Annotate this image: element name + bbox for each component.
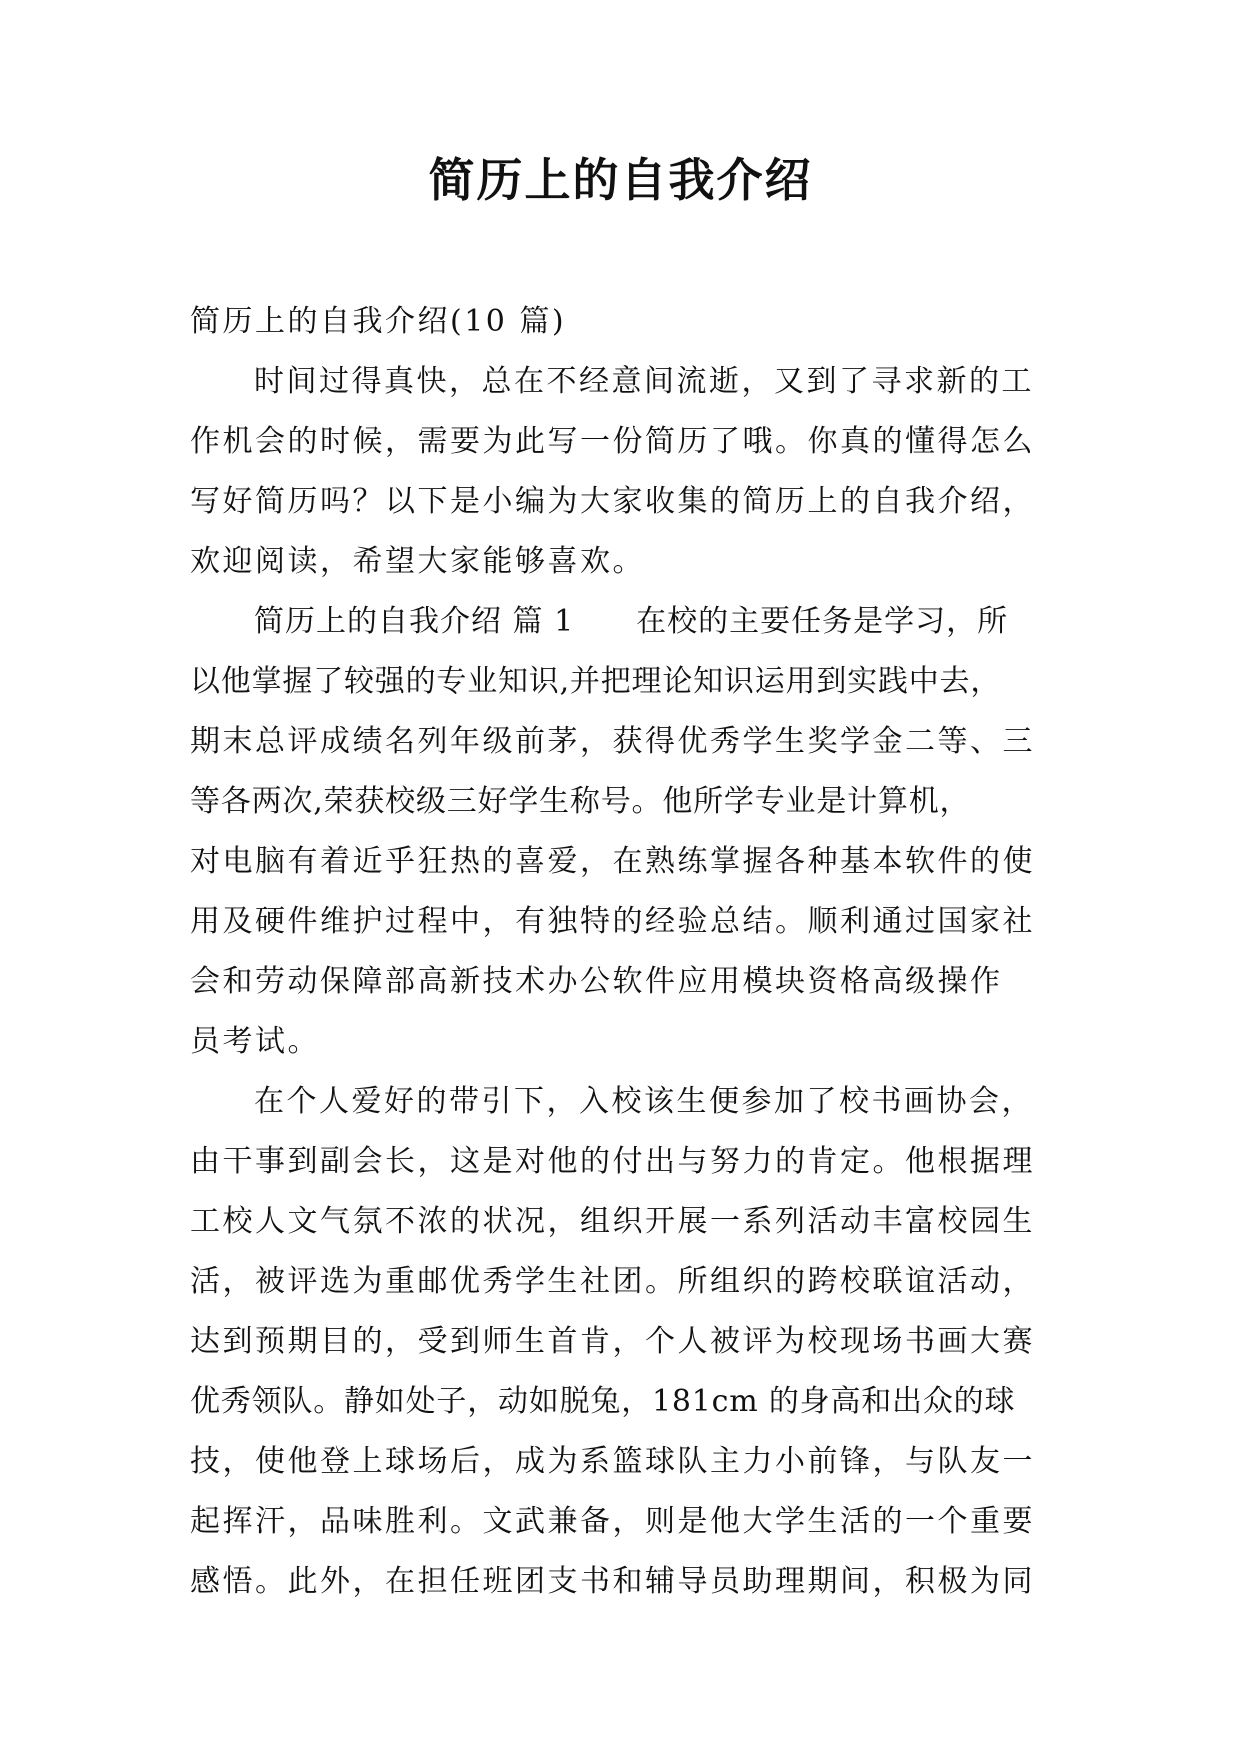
paragraph-line: 写好简历吗？以下是小编为大家收集的简历上的自我介绍， <box>190 484 1035 519</box>
paragraph-line: 感悟。此外，在担任班团支书和辅导员助理期间，积极为同 <box>190 1564 1035 1599</box>
section-heading-line <box>190 592 1055 652</box>
paragraph-line: 员考试。 <box>190 1024 320 1059</box>
paragraph-line: 用及硬件维护过程中，有独特的经验总结。顺利通过国家社 <box>190 904 1035 939</box>
paragraph-line: 会和劳动保障部高新技术办公软件应用模块资格高级操作 <box>190 964 1003 999</box>
paragraph-line: 时间过得真快，总在不经意间流逝，又到了寻求新的工 <box>254 364 1034 399</box>
paragraph-line: 活，被评选为重邮优秀学生社团。所组织的跨校联谊活动， <box>190 1264 1035 1299</box>
section-1-paragraph <box>190 592 1055 1072</box>
paragraph-line: 欢迎阅读，希望大家能够喜欢。 <box>190 544 645 579</box>
paragraph-line: 达到预期目的，受到师生首肯，个人被评为校现场书画大赛 <box>190 1324 1035 1359</box>
document-title: 简历上的自我介绍 <box>428 153 813 207</box>
paragraph-line: 对电脑有着近乎狂热的喜爱，在熟练掌握各种基本软件的使 <box>190 844 1035 879</box>
section-first-line-text: 在校的主要任务是学习，所 <box>636 604 1009 639</box>
paragraph-line: 由干事到副会长，这是对他的付出与努力的肯定。他根据理 <box>190 1144 1035 1179</box>
paragraph-line: 等各两次,荣获校级三好学生称号。他所学专业是计算机， <box>190 784 971 819</box>
paragraph-line: 工校人文气氛不浓的状况，组织开展一系列活动丰富校园生 <box>190 1204 1035 1239</box>
paragraph-line: 以他掌握了较强的专业知识,并把理论知识运用到实践中去， <box>190 664 1002 699</box>
paragraph-line: 优秀领队。静如处子，动如脱兔，181cm 的身高和出众的球 <box>190 1384 1016 1419</box>
intro-paragraph <box>190 352 1055 592</box>
section-heading: 简历上的自我介绍 篇 1 <box>254 604 575 639</box>
paragraph-line: 技，使他登上球场后，成为系篮球队主力小前锋，与队友一 <box>190 1444 1035 1479</box>
document-body <box>190 292 1055 1612</box>
paragraph-2 <box>190 1072 1055 1612</box>
paragraph-line: 起挥汗，品味胜利。文武兼备，则是他大学生活的一个重要 <box>190 1504 1035 1539</box>
paragraph-line: 在个人爱好的带引下，入校该生便参加了校书画协会， <box>254 1084 1034 1119</box>
document-subtitle: 简历上的自我介绍(10 篇) <box>190 304 567 339</box>
paragraph-line: 期末总评成绩名列年级前茅，获得优秀学生奖学金二等、三 <box>190 724 1035 759</box>
paragraph-line: 作机会的时候，需要为此写一份简历了哦。你真的懂得怎么 <box>190 424 1035 459</box>
